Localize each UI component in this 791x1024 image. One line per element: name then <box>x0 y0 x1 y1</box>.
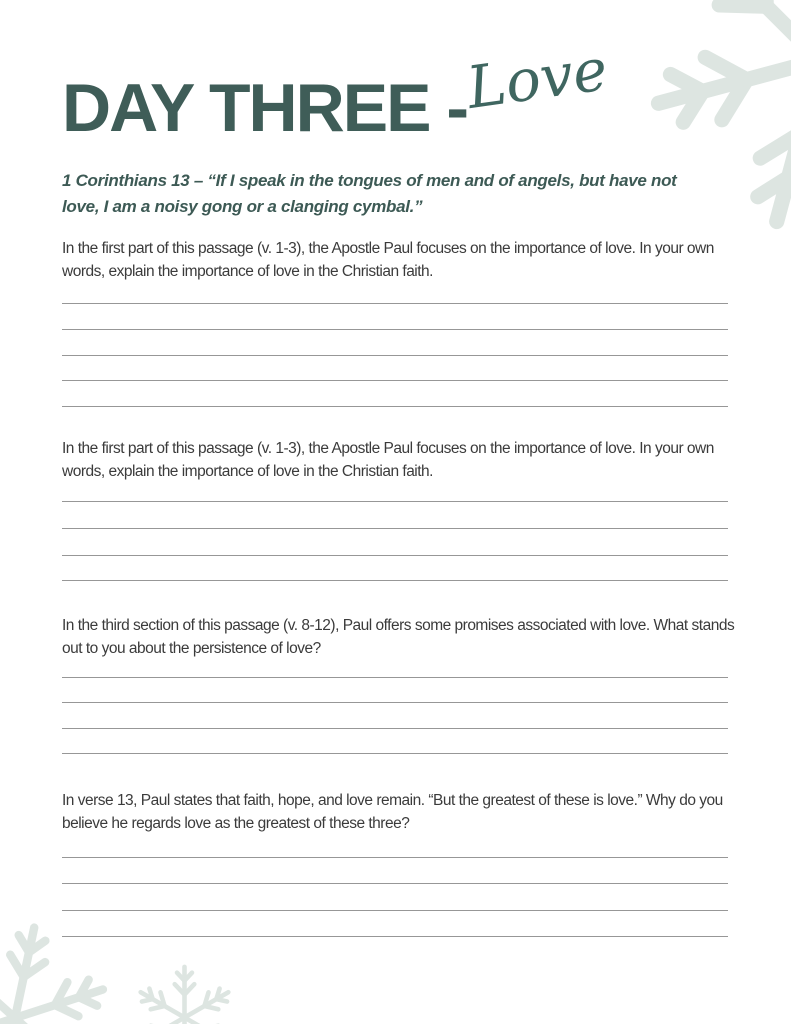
answer-line <box>62 555 728 556</box>
answer-line <box>62 753 728 754</box>
verse-text: 1 Corinthians 13 – “If I speak in the tongues of men and of angels, but have not love, I am a noisy gong or a clanging cymbal.” <box>62 171 677 216</box>
answer-line <box>62 303 728 304</box>
answer-line <box>62 702 728 703</box>
answer-line <box>62 883 728 884</box>
answer-line <box>62 528 728 529</box>
page-subtitle-script: Love <box>462 35 612 122</box>
answer-line <box>62 728 728 729</box>
question-4: In verse 13, Paul states that faith, hope, and love remain. “But the greatest of these is love.” Why do you believe he regards love as the greatest of these three? <box>62 792 723 832</box>
question-2: In the first part of this passage (v. 1-3), the Apostle Paul focuses on the importance of love. In your own words, explain the importance of love in the Christian faith. <box>62 440 714 480</box>
answer-line <box>62 380 728 381</box>
answer-line <box>62 580 728 581</box>
answer-line <box>62 910 728 911</box>
answer-line <box>62 677 728 678</box>
answer-line <box>62 501 728 502</box>
answer-line <box>62 857 728 858</box>
snowflake-icon <box>127 960 242 1024</box>
answer-line <box>62 936 728 937</box>
snowflake-icon <box>0 913 120 1024</box>
page-title: DAY THREE - <box>62 70 467 146</box>
answer-line <box>62 355 728 356</box>
question-1: In the first part of this passage (v. 1-3), the Apostle Paul focuses on the importance of love. In your own words, explain the importance of love in the Christian faith. <box>62 240 714 280</box>
question-3: In the third section of this passage (v. 8-12), Paul offers some promises associated with love. What stands out to you about the persistence of love? <box>62 617 735 657</box>
answer-line <box>62 329 728 330</box>
answer-line <box>62 406 728 407</box>
